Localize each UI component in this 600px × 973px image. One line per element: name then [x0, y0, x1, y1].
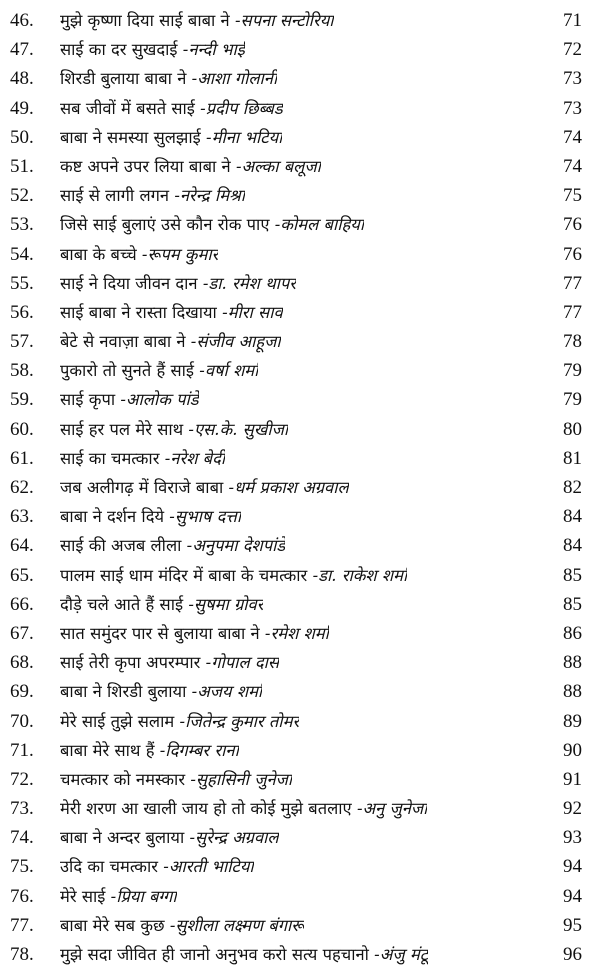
entry-author: -अनु जुनेजा	[356, 799, 428, 819]
entry-author: -वर्षा शर्मा	[199, 361, 259, 381]
toc-entry	[0, 356, 600, 385]
entry-author: -सुषमा ग्रोवर	[188, 594, 264, 614]
entry-number: 52.	[10, 185, 34, 207]
toc-entry	[0, 590, 600, 619]
toc-entry	[0, 6, 600, 35]
entry-title-text: मेरे साई तुझे सलाम	[60, 711, 175, 731]
entry-title-text: बाबा के बच्चे	[60, 244, 137, 264]
entry-number: 48.	[10, 68, 34, 90]
entry-title	[60, 6, 334, 35]
entry-page-number: 77	[563, 272, 582, 294]
entry-title	[60, 473, 349, 502]
entry-page-number: 88	[563, 681, 582, 703]
entry-page-number: 94	[563, 856, 582, 878]
entry-page-number: 84	[563, 506, 582, 528]
entry-title	[60, 648, 279, 677]
toc-entry	[0, 123, 600, 152]
entry-title	[60, 210, 364, 239]
entry-title-text: बाबा ने दर्शन दिये	[60, 507, 165, 527]
entry-title-text: बाबा ने शिरडी बुलाया	[60, 682, 187, 702]
entry-page-number: 78	[563, 331, 582, 353]
entry-author: -एस.के. सुखीजा	[188, 419, 289, 439]
toc-entry	[0, 473, 600, 502]
entry-author: -प्रिया बग्गा	[110, 886, 177, 906]
entry-author: -नरेश बेदी	[164, 448, 226, 468]
entry-page-number: 71	[563, 10, 582, 31]
entry-author: -प्रदीप छिब्बड	[200, 98, 283, 118]
entry-number: 53.	[10, 214, 34, 236]
entry-title	[60, 240, 218, 269]
toc-entry	[0, 502, 600, 531]
entry-title-text: शिरडी बुलाया बाबा ने	[60, 69, 187, 89]
entry-page-number: 84	[563, 535, 582, 557]
entry-number: 67.	[10, 622, 34, 644]
entry-title-text: कष्ट अपने उपर लिया बाबा ने	[60, 156, 231, 176]
toc-entry	[0, 823, 600, 852]
entry-author: -रमेश शर्मा	[264, 623, 329, 643]
entry-title	[60, 852, 254, 881]
entry-author: -धर्म प्रकाश अग्रवाल	[228, 478, 349, 497]
entry-number: 50.	[10, 126, 34, 148]
entry-number: 55.	[10, 272, 34, 294]
entry-title-text: सब जीवों में बसते साई	[60, 98, 195, 118]
entry-author: -अल्का बलूजा	[235, 156, 321, 176]
entry-number: 72.	[10, 768, 34, 790]
entry-title	[60, 269, 296, 298]
entry-title	[60, 64, 277, 93]
entry-author: -नन्दी भाई	[182, 40, 245, 60]
entry-title	[60, 94, 283, 123]
entry-number: 64.	[10, 535, 34, 557]
entry-title	[60, 181, 245, 210]
entry-author: -सपना सन्टोरिया	[234, 11, 334, 30]
entry-title	[60, 707, 299, 736]
entry-page-number: 94	[563, 885, 582, 907]
toc-entry	[0, 415, 600, 444]
toc-entry	[0, 911, 600, 940]
entry-title-text: मुझे कृष्णा दिया साई बाबा ने	[60, 11, 230, 30]
entry-author: -संजीव आहूजा	[190, 332, 281, 352]
entry-title	[60, 736, 239, 765]
entry-title	[60, 911, 304, 940]
entry-title-text: साई की अजब लीला	[60, 536, 182, 556]
toc-entry	[0, 852, 600, 881]
toc-entry	[0, 940, 600, 969]
toc-entry	[0, 385, 600, 414]
entry-title-text: बाबा ने अन्दर बुलाया	[60, 828, 185, 848]
entry-title-text: जिसे साई बुलाएं उसे कौन रोक पाए	[60, 215, 270, 235]
entry-page-number: 82	[563, 477, 582, 498]
toc-entry	[0, 648, 600, 677]
entry-title-text: बेटे से नवाज़ा बाबा ने	[60, 332, 186, 352]
entry-title-text: मेरे साई	[60, 886, 106, 906]
table-of-contents	[0, 6, 600, 969]
entry-author: -दिगम्बर राना	[159, 740, 239, 760]
entry-number: 59.	[10, 389, 34, 411]
entry-page-number: 74	[563, 126, 582, 148]
entry-title-text: मुझे सदा जीवित ही जानो अनुभव करो सत्य पहचानो	[60, 945, 369, 964]
entry-page-number: 85	[563, 564, 582, 586]
entry-author: -सुशीला लक्ष्मण बंगारू	[169, 915, 305, 935]
entry-page-number: 95	[563, 914, 582, 936]
entry-author: -जितेन्द्र कुमार तोमर	[179, 711, 300, 731]
entry-page-number: 73	[563, 97, 582, 119]
entry-page-number: 79	[563, 389, 582, 411]
entry-page-number: 77	[563, 301, 582, 323]
toc-entry	[0, 444, 600, 473]
toc-entry	[0, 94, 600, 123]
toc-entry	[0, 677, 600, 706]
entry-title	[60, 298, 283, 327]
entry-author: -अंजु मंटू	[374, 945, 429, 964]
toc-entry	[0, 619, 600, 648]
toc-entry	[0, 269, 600, 298]
entry-title-text: दौड़े चले आते हैं साई	[60, 594, 184, 614]
entry-page-number: 92	[563, 798, 582, 820]
entry-author: -नरेन्द्र मिश्रा	[174, 186, 246, 206]
entry-page-number: 79	[563, 360, 582, 382]
entry-title	[60, 356, 258, 385]
entry-number: 47.	[10, 39, 34, 61]
entry-title	[60, 940, 428, 969]
entry-title	[60, 765, 292, 794]
entry-page-number: 72	[563, 39, 582, 61]
entry-page-number: 88	[563, 652, 582, 674]
entry-number: 58.	[10, 360, 34, 382]
entry-title	[60, 385, 199, 414]
entry-title	[60, 415, 288, 444]
entry-author: -आशा गोलानी	[191, 69, 278, 89]
entry-title-text: मेरी शरण आ खाली जाय हो तो कोई मुझे बतलाए	[60, 799, 352, 819]
entry-author: -आरती भाटिया	[163, 857, 254, 877]
entry-page-number: 80	[563, 418, 582, 440]
entry-number: 62.	[10, 477, 34, 498]
entry-title	[60, 327, 281, 356]
entry-number: 65.	[10, 564, 34, 586]
toc-entry	[0, 765, 600, 794]
entry-author: -गोपाल दास	[205, 653, 280, 673]
entry-author: -अजय शर्मा	[191, 682, 263, 702]
entry-number: 60.	[10, 418, 34, 440]
entry-number: 75.	[10, 856, 34, 878]
entry-author: -मीना भटिया	[206, 127, 283, 147]
entry-number: 57.	[10, 331, 34, 353]
entry-title-text: बाबा मेरे साथ हैं	[60, 740, 155, 760]
entry-title-text: साई हर पल मेरे साथ	[60, 419, 184, 439]
toc-entry	[0, 240, 600, 269]
entry-number: 66.	[10, 593, 34, 615]
entry-title-text: साई का चमत्कार	[60, 448, 160, 468]
entry-number: 77.	[10, 914, 34, 936]
entry-title-text: बाबा मेरे सब कुछ	[60, 915, 165, 935]
toc-entry	[0, 794, 600, 823]
entry-author: -कोमल बाहिया	[274, 215, 365, 235]
entry-number: 76.	[10, 885, 34, 907]
entry-title-text: साई तेरी कृपा अपरम्पार	[60, 653, 201, 673]
entry-page-number: 85	[563, 593, 582, 615]
toc-entry	[0, 64, 600, 93]
entry-number: 68.	[10, 652, 34, 674]
entry-number: 61.	[10, 447, 34, 469]
entry-number: 46.	[10, 10, 34, 31]
entry-page-number: 89	[563, 710, 582, 732]
entry-title-text: बाबा ने समस्या सुलझाई	[60, 127, 201, 147]
entry-author: -रूपम कुमार	[141, 244, 219, 264]
entry-title	[60, 823, 279, 852]
entry-page-number: 74	[563, 155, 582, 177]
toc-entry	[0, 531, 600, 560]
entry-title	[60, 123, 282, 152]
entry-page-number: 91	[563, 768, 582, 790]
toc-entry	[0, 736, 600, 765]
entry-title-text: साई बाबा ने रास्ता दिखाया	[60, 302, 217, 322]
entry-author: -मीरा साव	[222, 302, 283, 322]
entry-page-number: 96	[563, 944, 582, 965]
entry-number: 69.	[10, 681, 34, 703]
toc-entry	[0, 707, 600, 736]
toc-entry	[0, 882, 600, 911]
entry-number: 56.	[10, 301, 34, 323]
entry-author: -डा. रमेश थापर	[202, 273, 297, 293]
entry-page-number: 76	[563, 243, 582, 265]
entry-title-text: पालम साई धाम मंदिर में बाबा के चमत्कार	[60, 565, 308, 585]
entry-number: 70.	[10, 710, 34, 732]
entry-page-number: 81	[563, 447, 582, 469]
toc-entry	[0, 327, 600, 356]
entry-number: 51.	[10, 155, 34, 177]
entry-title-text: साई से लागी लगन	[60, 186, 170, 206]
entry-author: -सुहासिनी जुनेजा	[190, 769, 293, 789]
entry-number: 63.	[10, 506, 34, 528]
toc-entry	[0, 210, 600, 239]
entry-page-number: 93	[563, 827, 582, 849]
entry-title	[60, 444, 225, 473]
entry-title-text: साई ने दिया जीवन दान	[60, 273, 198, 293]
entry-page-number: 86	[563, 622, 582, 644]
toc-entry	[0, 298, 600, 327]
entry-title-text: चमत्कार को नमस्कार	[60, 769, 186, 789]
toc-entry	[0, 181, 600, 210]
entry-title	[60, 502, 241, 531]
entry-author: -डा. राकेश शर्मा	[312, 565, 408, 585]
entry-title-text: साई कृपा	[60, 390, 116, 410]
entry-number: 49.	[10, 97, 34, 119]
entry-page-number: 90	[563, 739, 582, 761]
entry-title	[60, 677, 262, 706]
entry-title-text: पुकारो तो सुनते हैं साई	[60, 361, 195, 381]
entry-title	[60, 561, 407, 590]
entry-number: 54.	[10, 243, 34, 265]
entry-author: -अनुपमा देशपांडे	[186, 536, 286, 556]
entry-number: 78.	[10, 944, 34, 965]
entry-author: -सुरेन्द्र अग्रवाल	[189, 828, 279, 848]
entry-title-text: जब अलीगढ़ में विराजे बाबा	[60, 478, 224, 497]
entry-title	[60, 590, 263, 619]
entry-page-number: 75	[563, 185, 582, 207]
entry-page-number: 76	[563, 214, 582, 236]
entry-title	[60, 882, 177, 911]
toc-entry	[0, 35, 600, 64]
entry-title	[60, 619, 329, 648]
entry-title	[60, 35, 245, 64]
entry-author: -आलोक पांडे	[120, 390, 199, 410]
toc-entry	[0, 561, 600, 590]
entry-author: -सुभाष दत्ता	[169, 507, 242, 527]
entry-title	[60, 794, 427, 823]
entry-title-text: साई का दर सुखदाई	[60, 40, 178, 60]
entry-number: 74.	[10, 827, 34, 849]
entry-title	[60, 531, 285, 560]
entry-title-text: उदि का चमत्कार	[60, 857, 159, 877]
entry-title-text: सात समुंदर पार से बुलाया बाबा ने	[60, 623, 260, 643]
entry-title	[60, 152, 321, 181]
entry-number: 71.	[10, 739, 34, 761]
toc-entry	[0, 152, 600, 181]
entry-page-number: 73	[563, 68, 582, 90]
entry-number: 73.	[10, 798, 34, 820]
